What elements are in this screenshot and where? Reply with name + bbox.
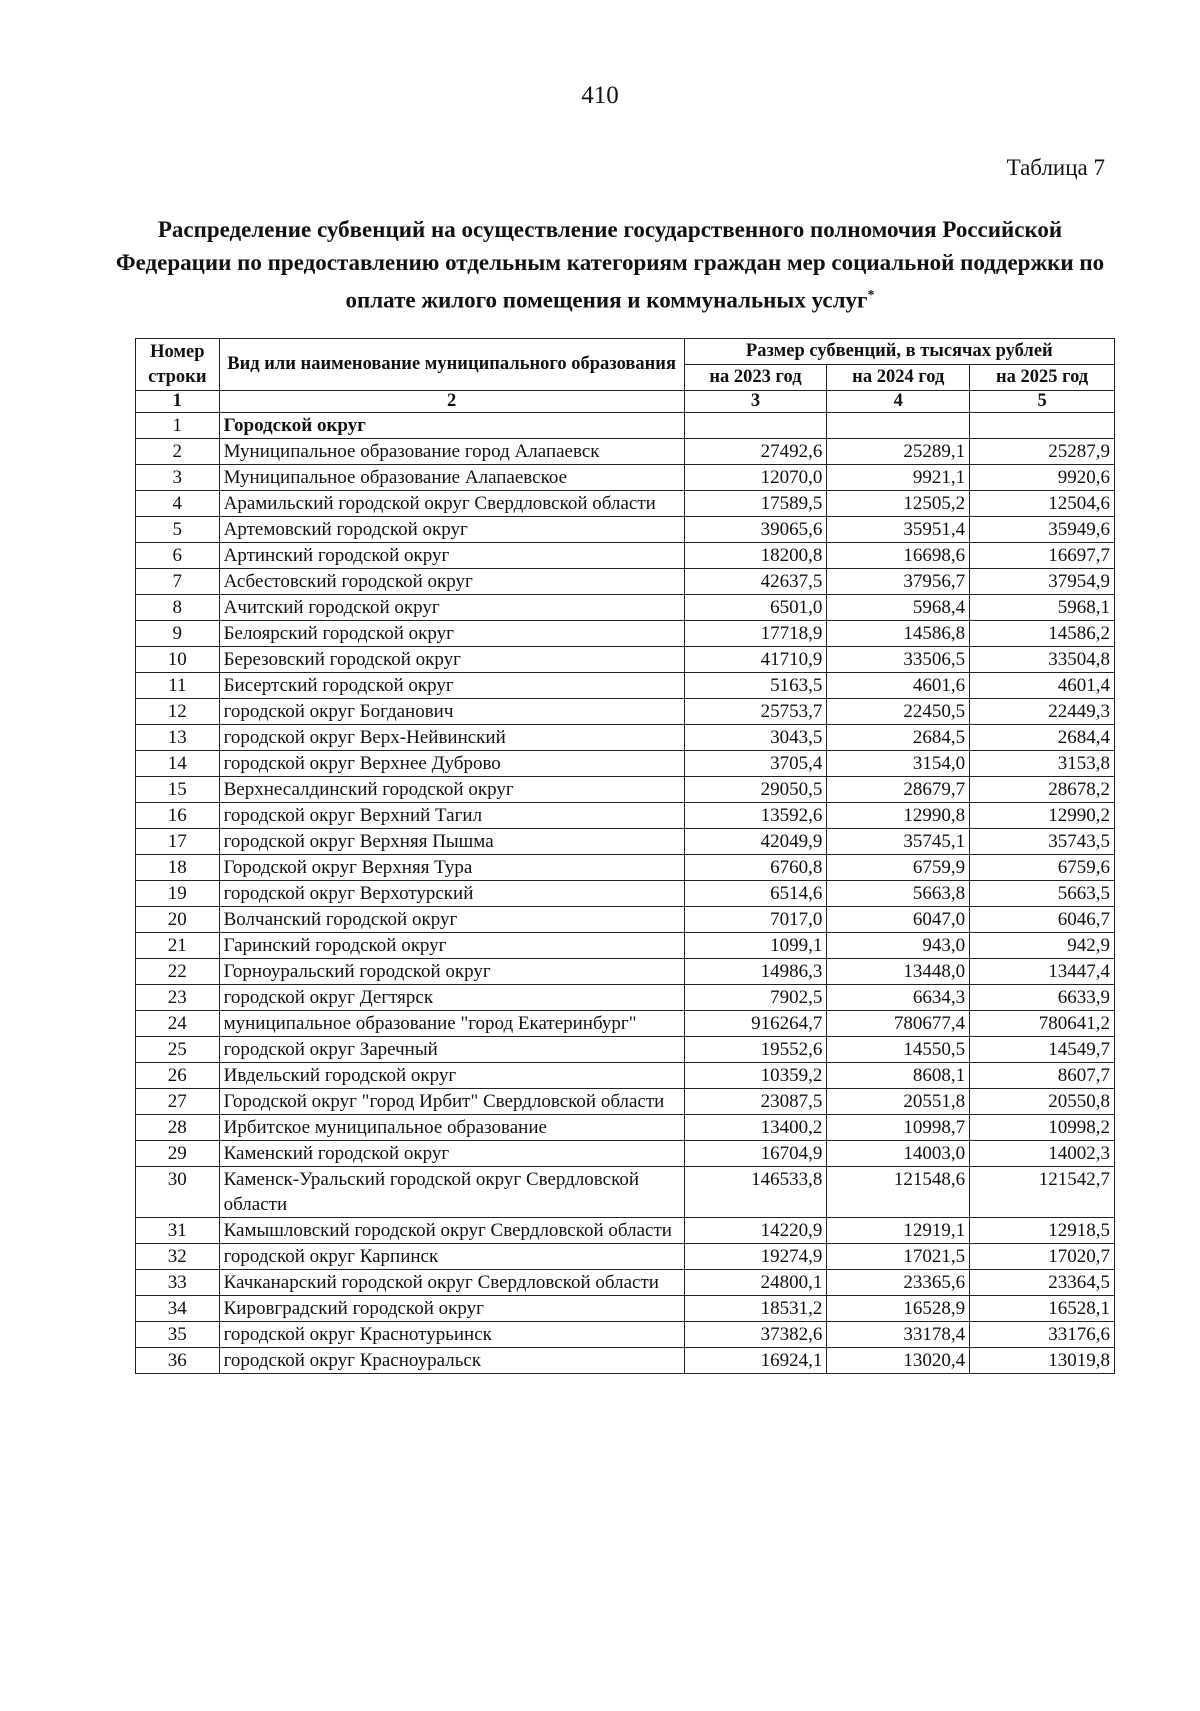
row-number: 3: [136, 465, 220, 491]
municipality-name: городской округ Верх-Нейвинский: [219, 725, 684, 751]
row-number: 24: [136, 1011, 220, 1037]
subsidy-2024: 20551,8: [827, 1089, 970, 1115]
row-number: 22: [136, 959, 220, 985]
subsidy-2025: 3153,8: [970, 751, 1115, 777]
table-row: [136, 621, 1115, 647]
table-row: [136, 855, 1115, 881]
row-number: 11: [136, 673, 220, 699]
municipality-name: Каменск-Уральский городской округ Свердловской области: [219, 1167, 684, 1218]
row-number: 2: [136, 439, 220, 465]
table-row: [136, 491, 1115, 517]
subsidy-2023: 146533,8: [684, 1167, 827, 1218]
municipality-name: Муниципальное образование Алапаевское: [219, 465, 684, 491]
subsidy-2025: 121542,7: [970, 1167, 1115, 1218]
subsidy-2025: 2684,4: [970, 725, 1115, 751]
subsidy-2025: 13447,4: [970, 959, 1115, 985]
row-number: 19: [136, 881, 220, 907]
subsidy-2024: 780677,4: [827, 1011, 970, 1037]
municipality-name: Ивдельский городской округ: [219, 1063, 684, 1089]
header-row-number: Номер строки: [136, 339, 220, 391]
table-row: [136, 413, 1115, 439]
municipality-name: Артемовский городской округ: [219, 517, 684, 543]
table-row: [136, 1348, 1115, 1374]
subsidy-2023: 13592,6: [684, 803, 827, 829]
table-row: [136, 1063, 1115, 1089]
subsidy-2023: 916264,7: [684, 1011, 827, 1037]
subsidy-2025: 20550,8: [970, 1089, 1115, 1115]
column-index: 4: [827, 391, 970, 413]
subsidy-2025: 5968,1: [970, 595, 1115, 621]
subsidy-2024: 121548,6: [827, 1167, 970, 1218]
subsidy-2023: 37382,6: [684, 1322, 827, 1348]
subsidy-2023: 14986,3: [684, 959, 827, 985]
subsidy-2024: 12919,1: [827, 1218, 970, 1244]
table-row: [136, 751, 1115, 777]
municipality-name: Арамильский городской округ Свердловской области: [219, 491, 684, 517]
table-row: [136, 803, 1115, 829]
subsidy-2025: 33176,6: [970, 1322, 1115, 1348]
subsidy-2024: 6047,0: [827, 907, 970, 933]
municipality-name: Волчанский городской округ: [219, 907, 684, 933]
subsidy-2024: 8608,1: [827, 1063, 970, 1089]
subsidy-2024: 4601,6: [827, 673, 970, 699]
table-row: [136, 1167, 1115, 1218]
subsidy-2023: 7017,0: [684, 907, 827, 933]
column-index: 5: [970, 391, 1115, 413]
table-row: [136, 985, 1115, 1011]
subsidy-2023: 23087,5: [684, 1089, 827, 1115]
subsidy-2023: 3043,5: [684, 725, 827, 751]
table-row: [136, 933, 1115, 959]
subsidy-2024: 2684,5: [827, 725, 970, 751]
subsidy-2023: 7902,5: [684, 985, 827, 1011]
row-number: 16: [136, 803, 220, 829]
subsidy-2023: 41710,9: [684, 647, 827, 673]
municipality-name: городской округ Верхнее Дуброво: [219, 751, 684, 777]
subsidy-2025: 8607,7: [970, 1063, 1115, 1089]
header-2025: на 2025 год: [970, 365, 1115, 391]
column-index: 1: [136, 391, 220, 413]
municipality-name: городской округ Карпинск: [219, 1244, 684, 1270]
row-number: 25: [136, 1037, 220, 1063]
subsidy-2025: 6633,9: [970, 985, 1115, 1011]
table-row: [136, 1011, 1115, 1037]
municipality-name: Камышловский городской округ Свердловской области: [219, 1218, 684, 1244]
subsidy-2024: 6634,3: [827, 985, 970, 1011]
subsidy-2025: 5663,5: [970, 881, 1115, 907]
column-index-row: [136, 391, 1115, 413]
row-number: 14: [136, 751, 220, 777]
municipality-name: Асбестовский городской округ: [219, 569, 684, 595]
subsidy-2024: 10998,7: [827, 1115, 970, 1141]
table-row: [136, 699, 1115, 725]
subsidy-2024: 35745,1: [827, 829, 970, 855]
subsidy-2024: 14003,0: [827, 1141, 970, 1167]
row-number: 20: [136, 907, 220, 933]
subsidy-2024: 33506,5: [827, 647, 970, 673]
row-number: 1: [136, 413, 220, 439]
subsidy-2023: 17589,5: [684, 491, 827, 517]
row-number: 35: [136, 1322, 220, 1348]
municipality-name: Березовский городской округ: [219, 647, 684, 673]
subsidy-2024: 35951,4: [827, 517, 970, 543]
row-number: 26: [136, 1063, 220, 1089]
subsidy-2024: 16698,6: [827, 543, 970, 569]
municipality-name: Каменский городской округ: [219, 1141, 684, 1167]
subsidy-2024: 13448,0: [827, 959, 970, 985]
row-number: 17: [136, 829, 220, 855]
subsidy-2023: 42637,5: [684, 569, 827, 595]
municipality-name: городской округ Краснотурьинск: [219, 1322, 684, 1348]
municipality-name: муниципальное образование "город Екатеринбург": [219, 1011, 684, 1037]
subsidy-2025: 780641,2: [970, 1011, 1115, 1037]
municipality-name: городской округ Верхняя Пышма: [219, 829, 684, 855]
subsidy-2024: 12505,2: [827, 491, 970, 517]
municipality-name: городской округ Верхотурский: [219, 881, 684, 907]
table-row: [136, 517, 1115, 543]
subsidy-2025: 22449,3: [970, 699, 1115, 725]
row-number: 30: [136, 1167, 220, 1218]
document-title: [110, 213, 1110, 317]
table-header: [136, 339, 1115, 413]
municipality-name: городской округ Дегтярск: [219, 985, 684, 1011]
table-row: [136, 569, 1115, 595]
title-footnote-mark: *: [867, 288, 875, 303]
subsidy-2025: [970, 413, 1115, 439]
subsidy-2023: 5163,5: [684, 673, 827, 699]
row-number: 5: [136, 517, 220, 543]
municipality-name: городской округ Богданович: [219, 699, 684, 725]
subsidy-2023: 6501,0: [684, 595, 827, 621]
row-number: 34: [136, 1296, 220, 1322]
subsidy-2023: 18200,8: [684, 543, 827, 569]
table-row: [136, 1296, 1115, 1322]
subsidy-2023: 14220,9: [684, 1218, 827, 1244]
subsidy-2024: 943,0: [827, 933, 970, 959]
row-number: 29: [136, 1141, 220, 1167]
municipality-name: Городской округ "город Ирбит" Свердловской области: [219, 1089, 684, 1115]
table-row: [136, 829, 1115, 855]
row-number: 18: [136, 855, 220, 881]
subsidy-2025: 14586,2: [970, 621, 1115, 647]
municipality-name: городской округ Красноуральск: [219, 1348, 684, 1374]
subsidy-2024: 22450,5: [827, 699, 970, 725]
subsidy-2024: 16528,9: [827, 1296, 970, 1322]
subsidy-2025: 16528,1: [970, 1296, 1115, 1322]
municipality-name: Муниципальное образование город Алапаевск: [219, 439, 684, 465]
subsidy-2025: 33504,8: [970, 647, 1115, 673]
table-row: [136, 673, 1115, 699]
header-subsidy-group: Размер субвенций, в тысячах рублей: [684, 339, 1114, 365]
table-label: Таблица 7: [1006, 155, 1105, 180]
row-number: 21: [136, 933, 220, 959]
table-row: [136, 907, 1115, 933]
table-row: [136, 439, 1115, 465]
subsidy-2023: 6514,6: [684, 881, 827, 907]
row-number: 32: [136, 1244, 220, 1270]
municipality-name: Артинский городской округ: [219, 543, 684, 569]
row-number: 10: [136, 647, 220, 673]
subsidy-2025: 14002,3: [970, 1141, 1115, 1167]
subsidy-2024: 37956,7: [827, 569, 970, 595]
subsidy-2023: 29050,5: [684, 777, 827, 803]
subsidy-2025: 9920,6: [970, 465, 1115, 491]
subsidy-2025: 28678,2: [970, 777, 1115, 803]
table-row: [136, 1089, 1115, 1115]
subsidy-2025: 4601,4: [970, 673, 1115, 699]
table-row: [136, 595, 1115, 621]
table-row: [136, 1218, 1115, 1244]
subsidy-2023: 13400,2: [684, 1115, 827, 1141]
subsidy-2023: [684, 413, 827, 439]
subsidy-2023: 16924,1: [684, 1348, 827, 1374]
subsidy-2025: 12990,2: [970, 803, 1115, 829]
municipality-name: Кировградский городской округ: [219, 1296, 684, 1322]
row-number: 12: [136, 699, 220, 725]
subsidy-2025: 942,9: [970, 933, 1115, 959]
table-row: [136, 543, 1115, 569]
subsidy-2025: 10998,2: [970, 1115, 1115, 1141]
subsidy-2025: 13019,8: [970, 1348, 1115, 1374]
municipality-name: Гаринский городской округ: [219, 933, 684, 959]
municipality-name: Ирбитское муниципальное образование: [219, 1115, 684, 1141]
subsidy-2025: 35949,6: [970, 517, 1115, 543]
subsidy-2023: 3705,4: [684, 751, 827, 777]
subsidy-2024: 5663,8: [827, 881, 970, 907]
subsidy-2023: 17718,9: [684, 621, 827, 647]
municipality-name: Городской округ Верхняя Тура: [219, 855, 684, 881]
subsidy-2023: 6760,8: [684, 855, 827, 881]
subsidy-2023: 10359,2: [684, 1063, 827, 1089]
subsidy-2025: 23364,5: [970, 1270, 1115, 1296]
municipality-name: Ачитский городской округ: [219, 595, 684, 621]
row-number: 4: [136, 491, 220, 517]
subsidy-2025: 35743,5: [970, 829, 1115, 855]
subsidy-2024: 3154,0: [827, 751, 970, 777]
table-row: [136, 959, 1115, 985]
subsidy-2023: 24800,1: [684, 1270, 827, 1296]
title-text: Распределение субвенций на осуществление государственного полномочия Российской Федерации по предоставлению отдельным категориям граждан мер социальной поддержки по оплате жилого помещения и коммунальных услуг: [115, 217, 1105, 313]
subsidy-2024: 5968,4: [827, 595, 970, 621]
subsidy-2024: 9921,1: [827, 465, 970, 491]
subsidy-2024: 33178,4: [827, 1322, 970, 1348]
row-number: 31: [136, 1218, 220, 1244]
table-row: [136, 647, 1115, 673]
table-body: [136, 413, 1115, 1374]
table-row: [136, 725, 1115, 751]
column-index: 2: [219, 391, 684, 413]
subsidy-2025: 6046,7: [970, 907, 1115, 933]
subsidy-2023: 19274,9: [684, 1244, 827, 1270]
municipality-name: Городской округ: [219, 413, 684, 439]
table-row: [136, 777, 1115, 803]
subsidy-2024: 17021,5: [827, 1244, 970, 1270]
table-row: [136, 1037, 1115, 1063]
subsidy-2023: 1099,1: [684, 933, 827, 959]
subsidy-2024: 25289,1: [827, 439, 970, 465]
subsidy-2025: 16697,7: [970, 543, 1115, 569]
subsidy-2024: [827, 413, 970, 439]
subsidy-2023: 19552,6: [684, 1037, 827, 1063]
subsidy-2024: 12990,8: [827, 803, 970, 829]
row-number: 8: [136, 595, 220, 621]
header-2024: на 2024 год: [827, 365, 970, 391]
municipality-name: Качканарский городской округ Свердловской области: [219, 1270, 684, 1296]
header-2023: на 2023 год: [684, 365, 827, 391]
subsidy-2023: 12070,0: [684, 465, 827, 491]
subsidy-2025: 37954,9: [970, 569, 1115, 595]
table-row: [136, 881, 1115, 907]
subsidy-2024: 28679,7: [827, 777, 970, 803]
subsidy-2025: 6759,6: [970, 855, 1115, 881]
subsidy-2024: 14586,8: [827, 621, 970, 647]
subsidy-2023: 25753,7: [684, 699, 827, 725]
subsidy-table: [135, 338, 1115, 1374]
municipality-name: Белоярский городской округ: [219, 621, 684, 647]
column-index: 3: [684, 391, 827, 413]
subsidy-2024: 14550,5: [827, 1037, 970, 1063]
table-row: [136, 465, 1115, 491]
row-number: 9: [136, 621, 220, 647]
municipality-name: городской округ Верхний Тагил: [219, 803, 684, 829]
subsidy-2025: 17020,7: [970, 1244, 1115, 1270]
row-number: 6: [136, 543, 220, 569]
municipality-name: городской округ Заречный: [219, 1037, 684, 1063]
row-number: 7: [136, 569, 220, 595]
header-municipality: Вид или наименование муниципального образования: [219, 339, 684, 391]
subsidy-2024: 6759,9: [827, 855, 970, 881]
subsidy-2023: 39065,6: [684, 517, 827, 543]
subsidy-2025: 25287,9: [970, 439, 1115, 465]
subsidy-2024: 23365,6: [827, 1270, 970, 1296]
row-number: 28: [136, 1115, 220, 1141]
table-row: [136, 1141, 1115, 1167]
row-number: 15: [136, 777, 220, 803]
table-row: [136, 1270, 1115, 1296]
subsidy-2025: 12918,5: [970, 1218, 1115, 1244]
row-number: 23: [136, 985, 220, 1011]
subsidy-2025: 14549,7: [970, 1037, 1115, 1063]
table-row: [136, 1322, 1115, 1348]
row-number: 33: [136, 1270, 220, 1296]
municipality-name: Верхнесалдинский городской округ: [219, 777, 684, 803]
municipality-name: Горноуральский городской округ: [219, 959, 684, 985]
row-number: 13: [136, 725, 220, 751]
table-row: [136, 1115, 1115, 1141]
row-number: 36: [136, 1348, 220, 1374]
subsidy-2023: 16704,9: [684, 1141, 827, 1167]
municipality-name: Бисертский городской округ: [219, 673, 684, 699]
subsidy-2023: 27492,6: [684, 439, 827, 465]
table-row: [136, 1244, 1115, 1270]
subsidy-2024: 13020,4: [827, 1348, 970, 1374]
page-number: 410: [581, 82, 619, 109]
row-number: 27: [136, 1089, 220, 1115]
subsidy-2023: 18531,2: [684, 1296, 827, 1322]
subsidy-2023: 42049,9: [684, 829, 827, 855]
subsidy-2025: 12504,6: [970, 491, 1115, 517]
